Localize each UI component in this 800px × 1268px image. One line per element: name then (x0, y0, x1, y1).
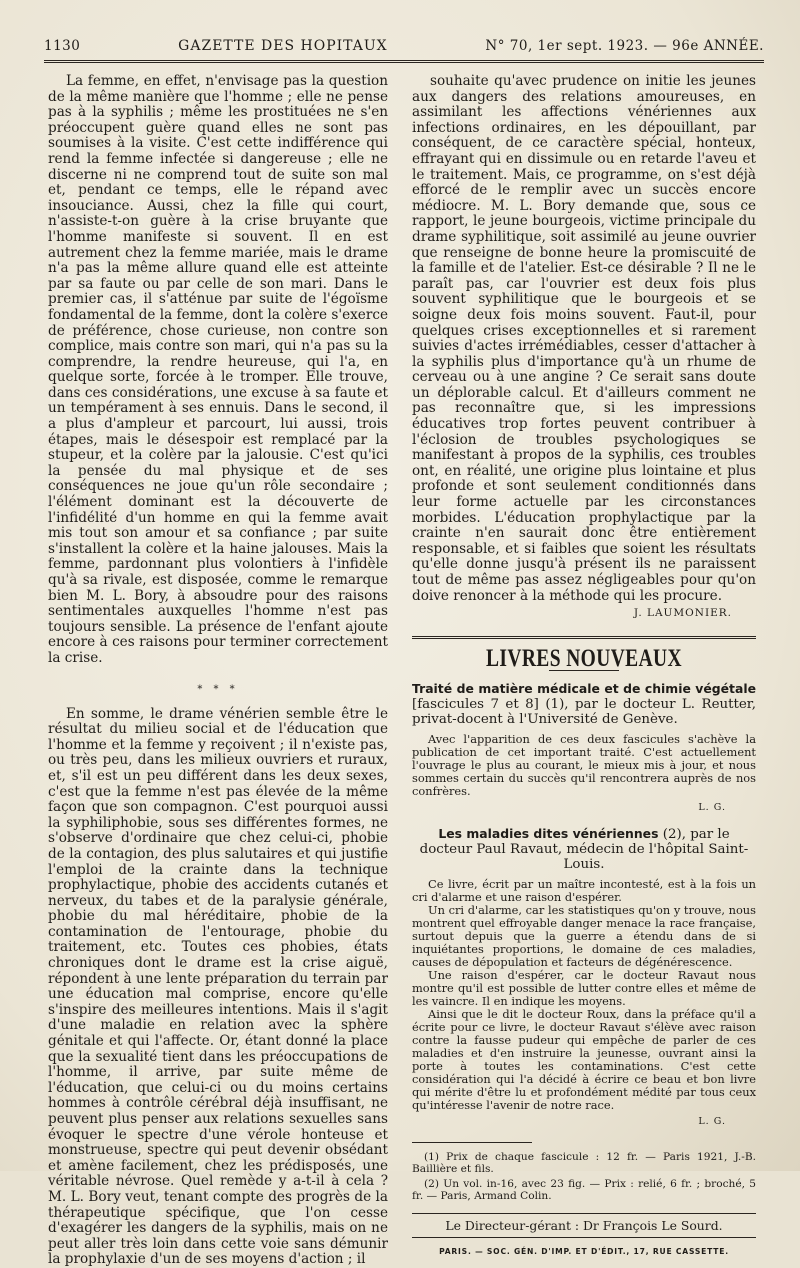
review-paragraph: Avec l'apparition de ces deux fascicules s'achève la publication de cet important traité. C'est actuellement l'ouvrage le plus au courant, le mieux mis à jour, et nous sommes certain du succès qu'il rencontrera auprès de nos confrères. (412, 732, 756, 799)
footnote-rule (412, 1142, 532, 1143)
book-entry-title (412, 681, 756, 727)
page-header (44, 38, 764, 54)
review-paragraph: Ce livre, écrit par un maître incontesté, est à la fois un cri d'alarme et une raison d'espérer. (412, 876, 756, 904)
book-title: Les maladies dites vénériennes (438, 825, 659, 841)
journal-title: GAZETTE DES HOPITAUX (178, 38, 388, 54)
article-paragraph: La femme, en effet, n'envisage pas la question de la même manière que l'homme ; elle ne pense pas à la syphilis ; même les prostituées ne s'en préoccupent guère quand elles ne sont pas soumises à la visite. C'est cette indifférence qui rend la femme infectée si dangereuse ; elle ne discerne ni ne comprend tout de suite son mal et, pendant ce temps, elle le répand avec insouciance. Aussi, chez la fille qui court, n'assiste-t-on guère à la crise bruyante que l'homme manifeste si souvent. Il en est autrement chez la femme mariée, mais le drame n'a pas la même allure quand elle est atteinte par sa faute ou par celle de son mari. Dans le premier cas, il s'atténue par suite de l'égoïsme fondamental de la femme, dont la colère s'exerce de préférence, chose curieuse, non contre son complice, mais contre son mari, qui n'a pas su la comprendre, la rendre heureuse, qui l'a, en quelque sorte, forcée à le tromper. Elle trouve, dans ces considérations, une excuse à sa faute et un tempérament à ses ennuis. Dans le second, il a plus d'ampleur et parcourt, lui aussi, trois étapes, mais le désespoir est remplacé par la stupeur, et la colère par la jalousie. C'est qu'ici la pensée du mal physique et de ses conséquences ne joue qu'un rôle secondaire ; l'élément dominant est la découverte de l'infidélité d'un homme en qui la femme avait mis tout son amour et sa confiance ; par suite s'installent la colère et la haine jalouses. Mais la femme, pardonnant plus volontiers à l'infidèle qu'à sa rivale, est disposée, comme le remarque bien M. L. Bory, à absoudre pour des raisons sentimentales auxquelles l'homme n'est pas toujours sensible. La présence de l'enfant ajoute encore à ces raisons pour terminer correctement la crise. (48, 73, 388, 666)
footnote: (1) Prix de chaque fascicule : 12 fr. — Paris 1921, J.-B. Baillière et fils. (412, 1150, 756, 1176)
book-details: (2), par le docteur Paul Ravaut, médecin de l'hôpital Saint-Louis. (419, 826, 749, 872)
page-number: 1130 (44, 38, 81, 54)
book-entry-title (412, 826, 756, 872)
review-paragraph: Un cri d'alarme, car les statistiques qu'on y trouve, nous montrent quel effroyable danger menace la race française, surtout depuis que la guerre a étendu dans de si inquiétantes proportions, le domaine de ces maladies, causes de dépopulation et facteurs de dégénérescence. (412, 902, 756, 969)
review-paragraph: Une raison d'espérer, car le docteur Ravaut nous montre qu'il est possible de lutter contre elles et même de les vaincre. Il en indique les moyens. (412, 967, 756, 1008)
book-details: [fascicules 7 et 8] (1), par le docteur L. Reutter, privat-docent à l'Université de Genève. (412, 697, 756, 728)
book-review (412, 733, 756, 798)
book-title: Traité de matière médicale et de chimie végétale (412, 681, 756, 697)
article-paragraph: souhaite qu'avec prudence on initie les jeunes aux dangers des relations amoureuses, en assimilant les affections vénériennes aux infections ordinaires, en les dépouillant, par conséquent, de ce caractère spécial, honteux, effrayant qui en dissimule ou en retarde l'aveu et le traitement. Mais, ce programme, on s'est déjà efforcé de le remplir avec un succès encore médiocre. M. L. Bory demande que, sous ce rapport, le jeune bourgeois, victime principale du drame syphilitique, soit assimilé au jeune ouvrier que renseigne de bonne heure la promiscuité de la famille et de l'atelier. Est-ce désirable ? Il ne le paraît pas, car l'ouvrier est deux fois plus souvent syphilitique que le bourgeois et se soigne deux fois moins souvent. Faut-il, pour quelques crises exceptionnelles et si rarement suivies d'actes irrémédiables, cesser d'attacher à la syphilis plus d'importance qu'à un rhume de cerveau ou à une angine ? Ce serait sans doute un déplorable calcul. Et d'ailleurs comment ne pas reconnaître que, si les impressions éducatives trop fortes peuvent contribuer à l'éclosion de troubles psychologiques se manifestant à propos de la syphilis, ces troubles ont, en réalité, une origine plus lointaine et plus profonde et sont seulement conditionnés dans leur forme actuelle par les circonstances morbides. L'éducation prophylactique par la crainte n'en saurait donc être entièrement responsable, et si faibles que soient les résultats qu'elle donne jusqu'à présent ils ne paraissent tout de même pas assez négligeables pour qu'on doive renoncer à la méthode qui les procure. (412, 73, 756, 604)
printer-imprint: PARIS. — SOC. GÉN. D'IMP. ET D'ÉDIT., 17, RUE CASSETTE. (439, 1247, 729, 1257)
right-column (412, 74, 756, 1260)
article-paragraph: En somme, le drame vénérien semble être le résultat du milieu social et de l'éducation que l'homme et la femme y reçoivent ; il n'existe pas, ou très peu, dans les milieux ouvriers et ruraux, et, s'il est un peu différent dans les deux sexes, c'est que la femme n'est pas élevée de la même façon que son compagnon. C'est pourquoi aussi la syphiliphobie, sous ses différentes formes, ne s'observe d'ordinaire que chez celui-ci, phobie de la contagion, des plus salutaires et qui justifie l'emploi de la crainte dans la technique prophylactique, phobie des accidents cutanés et nerveux, du tabes et de la paralysie générale, phobie du mal héréditaire, phobie de la contamination de l'entourage, phobie du traitement, etc. Toutes ces phobies, états chroniques dont le drame est la crise aiguë, répondent à une lente préparation du terrain par une éducation mal comprise, encore qu'elle s'inspire des meilleures intentions. Mais il s'agit d'une maladie en relation avec la sphère génitale et qui l'affecte. Or, étant donné la place que la sexualité tient dans les préoccupations de l'homme, il arrive, par suite même de l'éducation, que celui-ci ou du moins certains hommes à contrôle cérébral déjà insuffisant, ne peuvent plus penser aux relations sexuelles sans évoquer le spectre d'une vérole honteuse et monstrueuse, spectre qui peut devenir obsédant et amène facilement, chez les prédisposés, une véritable névrose. Quel remède y a-t-il à cela ? M. L. Bory veut, tenant compte des progrès de la thérapeutique spécifique, que l'on cesse d'exagérer les dangers de la syphilis, mais on ne peut aller très loin dans cette voie sans démunir la prophylaxie d'un de ses moyens d'action ; il (48, 705, 388, 1268)
footnote: (2) Un vol. in-16, avec 23 fig. — Prix : relié, 6 fr. ; broché, 5 fr. — Paris, Armand Colin. (412, 1177, 756, 1203)
section-rule (412, 636, 756, 639)
reviewer-initials: L. G. (698, 1115, 726, 1127)
footnotes (412, 1151, 756, 1203)
author-signature: J. LAUMONIER. (633, 607, 732, 620)
gerant-rule (412, 1213, 756, 1214)
left-column (48, 74, 388, 1268)
section-separator: * * * (197, 683, 239, 695)
review-paragraph: Ainsi que le dit le docteur Roux, dans la préface qu'il a écrite pour ce livre, le docteur Ravaut s'élève avec raison contre la fausse pudeur qui empêche de parler de ces maladies et d'en instruire la jeunesse, ouvrant ainsi la porte à toutes les contaminations. C'est cette considération qui l'a décidé à écrire ce beau et bon livre qui mérite d'être lu et profondément médité par tous ceux qu'intéresse l'avenir de notre race. (412, 1006, 756, 1112)
book-review (412, 878, 756, 1112)
director-line: Le Directeur-gérant : Dr François Le Sourd. (445, 1217, 723, 1233)
section-heading: LIVRES NOUVEAUX (485, 644, 682, 672)
header-rule (44, 60, 764, 63)
gerant-rule (412, 1237, 756, 1238)
reviewer-initials: L. G. (698, 802, 726, 814)
issue-info: N° 70, 1er sept. 1923. — 96e ANNÉE. (485, 38, 764, 54)
